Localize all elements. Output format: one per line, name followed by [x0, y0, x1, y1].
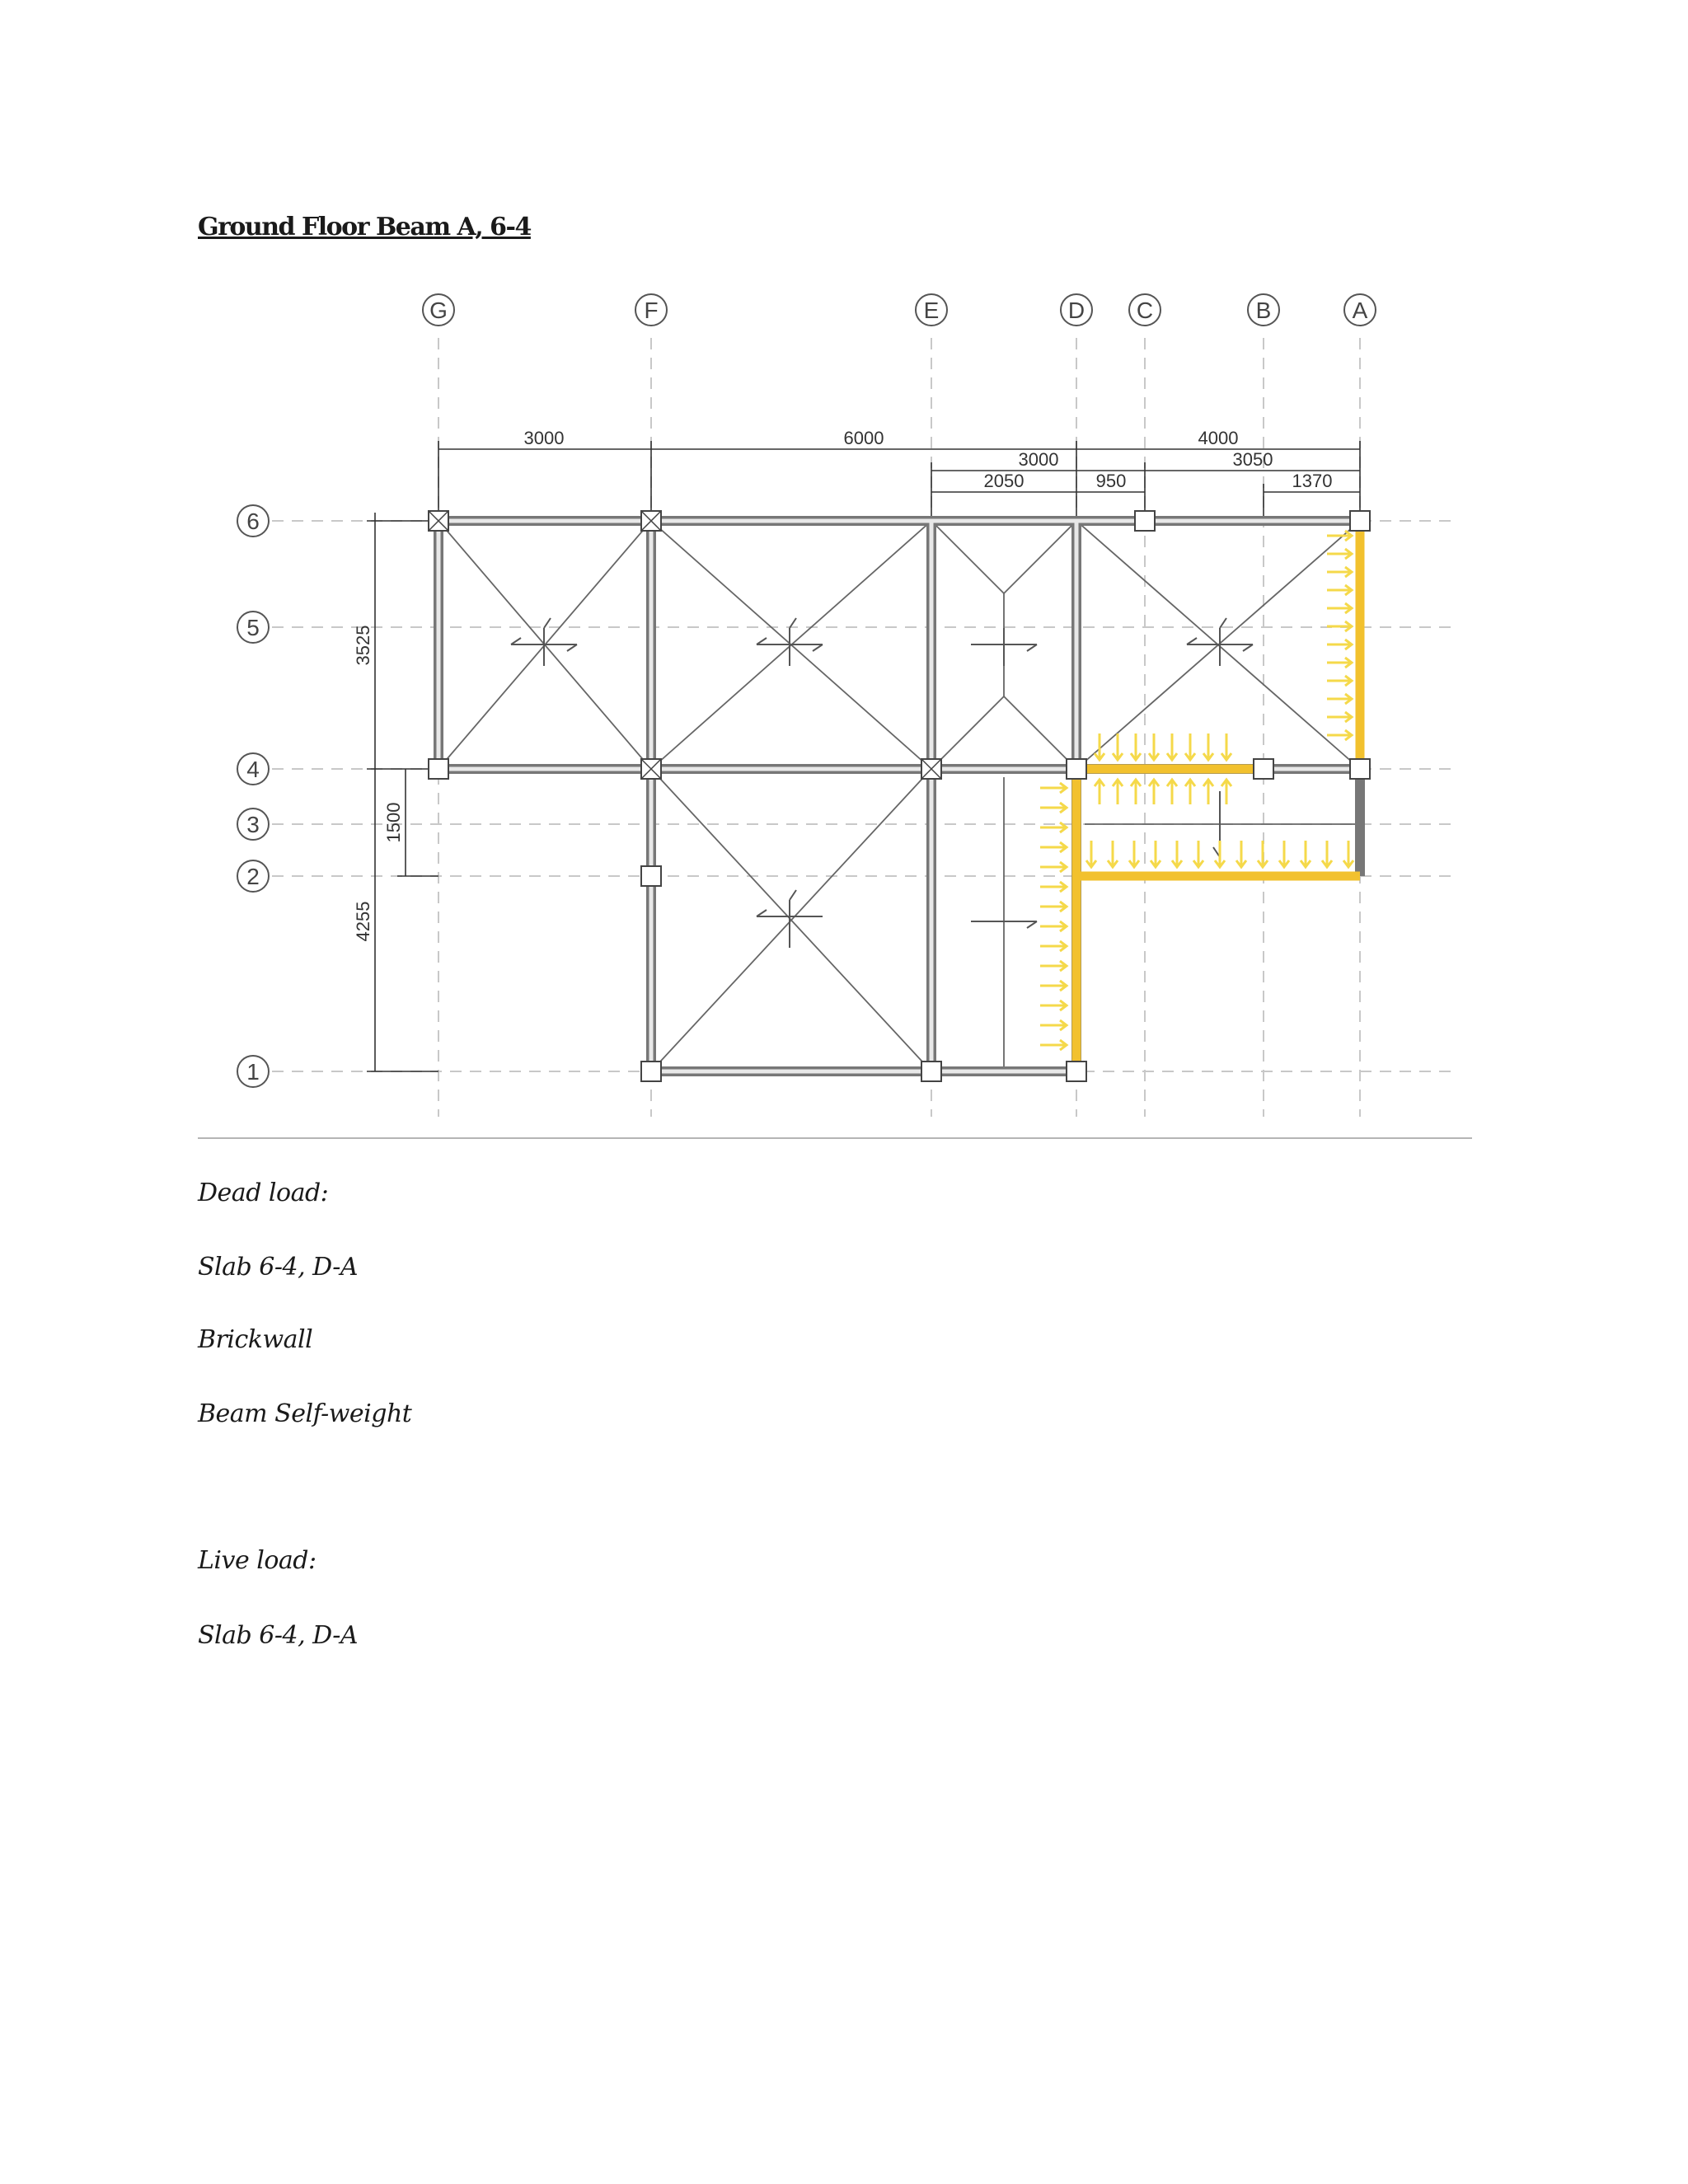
left-dimension-labels — [353, 626, 404, 942]
page-title: Ground Floor Beam A, 6-4 — [198, 213, 531, 241]
grid-bubble-e — [916, 294, 947, 326]
svg-text:B: B — [1255, 298, 1272, 323]
svg-text:E: E — [923, 298, 940, 323]
svg-text:C: C — [1136, 298, 1154, 323]
column-grid-labels — [423, 294, 1376, 326]
grid-bubble-4 — [237, 753, 269, 785]
dim-label: 6000 — [843, 428, 884, 448]
highlighted-beams — [1076, 521, 1360, 1063]
grid-bubble-2 — [237, 860, 269, 892]
grid-bubble-3 — [237, 808, 269, 840]
dead-load-item: Slab 6-4, D-A — [198, 1253, 359, 1282]
dim-label: 1370 — [1292, 471, 1333, 491]
load-arrows-d — [1040, 783, 1067, 1050]
dim-label: 3000 — [523, 428, 565, 448]
slab-tributary-lines — [438, 521, 1360, 1071]
svg-text:6: 6 — [246, 509, 260, 534]
svg-text:3: 3 — [246, 812, 260, 837]
svg-text:2: 2 — [246, 864, 260, 889]
dim-label: 4000 — [1198, 428, 1239, 448]
load-arrows-4-down — [1095, 733, 1231, 760]
dead-load-item: Brickwall — [198, 1325, 313, 1354]
svg-text:A: A — [1352, 298, 1368, 323]
svg-text:4: 4 — [246, 757, 260, 782]
grid-bubble-g — [423, 294, 454, 326]
dead-load-heading: Dead load: — [198, 1179, 329, 1207]
dim-label: 1500 — [383, 802, 404, 843]
svg-text:F: F — [644, 298, 659, 323]
grid-bubble-5 — [237, 612, 269, 643]
dim-label: 4255 — [353, 901, 373, 942]
load-arrows-4-up — [1095, 780, 1231, 804]
dead-load-item: Beam Self-weight — [198, 1399, 412, 1428]
dim-label: 3525 — [353, 625, 373, 666]
drawing-separator — [198, 1137, 1472, 1139]
left-dimensions — [367, 513, 438, 1071]
beams-inner — [438, 521, 1360, 1071]
grid-bubble-c — [1129, 294, 1160, 326]
load-arrows-a — [1327, 531, 1352, 740]
dim-label: 2050 — [983, 471, 1025, 491]
live-load-heading: Live load: — [198, 1546, 316, 1575]
beams — [438, 521, 1360, 1071]
grid-lines — [272, 338, 1451, 1117]
dim-label: 3050 — [1232, 449, 1273, 470]
load-arrows-2-down — [1086, 841, 1353, 867]
grid-bubble-1 — [237, 1056, 269, 1087]
grid-bubble-b — [1248, 294, 1279, 326]
grid-bubble-f — [635, 294, 667, 326]
svg-text:D: D — [1067, 298, 1085, 323]
svg-text:1: 1 — [246, 1059, 260, 1085]
grid-bubble-a — [1344, 294, 1376, 326]
svg-text:5: 5 — [246, 615, 260, 640]
span-symbols — [511, 618, 1253, 948]
columns — [429, 511, 1370, 1081]
dim-label: 3000 — [1018, 449, 1059, 470]
svg-text:G: G — [429, 298, 448, 323]
grid-bubble-d — [1061, 294, 1092, 326]
live-load-item: Slab 6-4, D-A — [198, 1621, 359, 1650]
top-dimension-labels — [524, 428, 1333, 491]
dim-label: 950 — [1095, 471, 1127, 491]
row-grid-labels — [237, 505, 269, 1087]
grid-bubble-6 — [237, 505, 269, 537]
top-dimensions — [438, 441, 1360, 521]
